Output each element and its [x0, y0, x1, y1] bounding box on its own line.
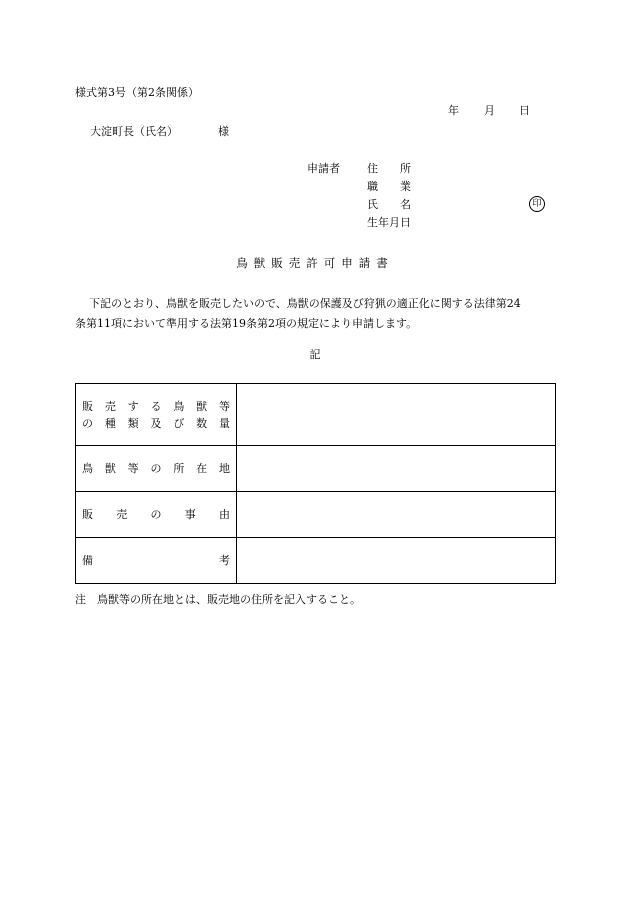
label-char: び	[173, 416, 185, 430]
application-table	[75, 383, 556, 584]
row-label-line	[82, 415, 230, 432]
table-row	[76, 492, 556, 538]
label-char: 獣	[196, 399, 208, 413]
seal-icon: 印	[529, 196, 545, 212]
body-text	[75, 294, 558, 334]
label-char: 地	[218, 462, 230, 475]
date-day-label: 日	[519, 104, 530, 117]
label-char: の	[150, 462, 162, 475]
row-value[interactable]	[237, 384, 556, 446]
label-char: 販	[82, 399, 93, 413]
applicant-name-label: 氏 名	[367, 198, 411, 211]
label-char: 鳥	[173, 399, 185, 413]
label-char: の	[82, 416, 93, 430]
row-label	[76, 446, 237, 492]
table-row	[76, 538, 556, 584]
addressee: 大淀町長（氏名）	[90, 125, 178, 138]
label-char: 類	[127, 416, 139, 430]
label-char: の	[150, 508, 162, 521]
label-char: 事	[184, 508, 196, 521]
applicant-address-label: 住 所	[367, 162, 411, 175]
ki-heading: 記	[309, 348, 321, 361]
label-char: 及	[150, 416, 162, 430]
body-text-line-2: 条第11項において準用する法第19条第2項の規定により申請します。	[75, 317, 418, 330]
form-number: 様式第3号（第2条関係）	[75, 86, 199, 99]
table-row	[76, 446, 556, 492]
row-value[interactable]	[237, 446, 556, 492]
row-value[interactable]	[237, 538, 556, 584]
label-char: す	[127, 399, 139, 413]
row-label	[76, 384, 237, 446]
applicant-birthdate-label: 生年月日	[367, 216, 411, 229]
table-row	[76, 384, 556, 446]
row-label	[76, 492, 237, 538]
footnote: 注 鳥獣等の所在地とは、販売地の住所を記入すること。	[75, 593, 361, 606]
label-char: 所	[173, 462, 185, 475]
label-char: 量	[218, 416, 230, 430]
label-char: 鳥	[82, 462, 93, 475]
row-value[interactable]	[237, 492, 556, 538]
label-char: 等	[218, 399, 230, 413]
row-label-line	[82, 460, 230, 477]
row-label-line	[82, 398, 230, 415]
body-text-line-1: 下記のとおり、鳥獣を販売したいので、鳥獣の保護及び狩猟の適正化に関する法律第24	[89, 297, 521, 310]
label-char: 備	[82, 554, 93, 567]
applicant-occupation-label: 職 業	[367, 180, 411, 193]
label-char: る	[150, 399, 162, 413]
row-label	[76, 538, 237, 584]
label-char: 種	[104, 416, 116, 430]
label-char: 由	[219, 508, 230, 521]
label-char: 販	[82, 508, 93, 521]
label-char: 考	[219, 554, 230, 567]
document-title: 鳥獣販売許可申請書	[236, 256, 394, 270]
label-char: 在	[196, 462, 208, 475]
label-char: 売	[116, 508, 128, 521]
addressee-suffix: 様	[218, 125, 229, 138]
row-label-line	[82, 552, 230, 569]
applicant-label: 申請者	[307, 162, 340, 175]
label-char: 獣	[104, 462, 116, 475]
row-label-line	[82, 506, 230, 523]
label-char: 等	[127, 462, 139, 475]
label-char: 売	[104, 399, 116, 413]
date-year-label: 年	[448, 104, 459, 117]
label-char: 数	[196, 416, 208, 430]
date-month-label: 月	[484, 104, 495, 117]
